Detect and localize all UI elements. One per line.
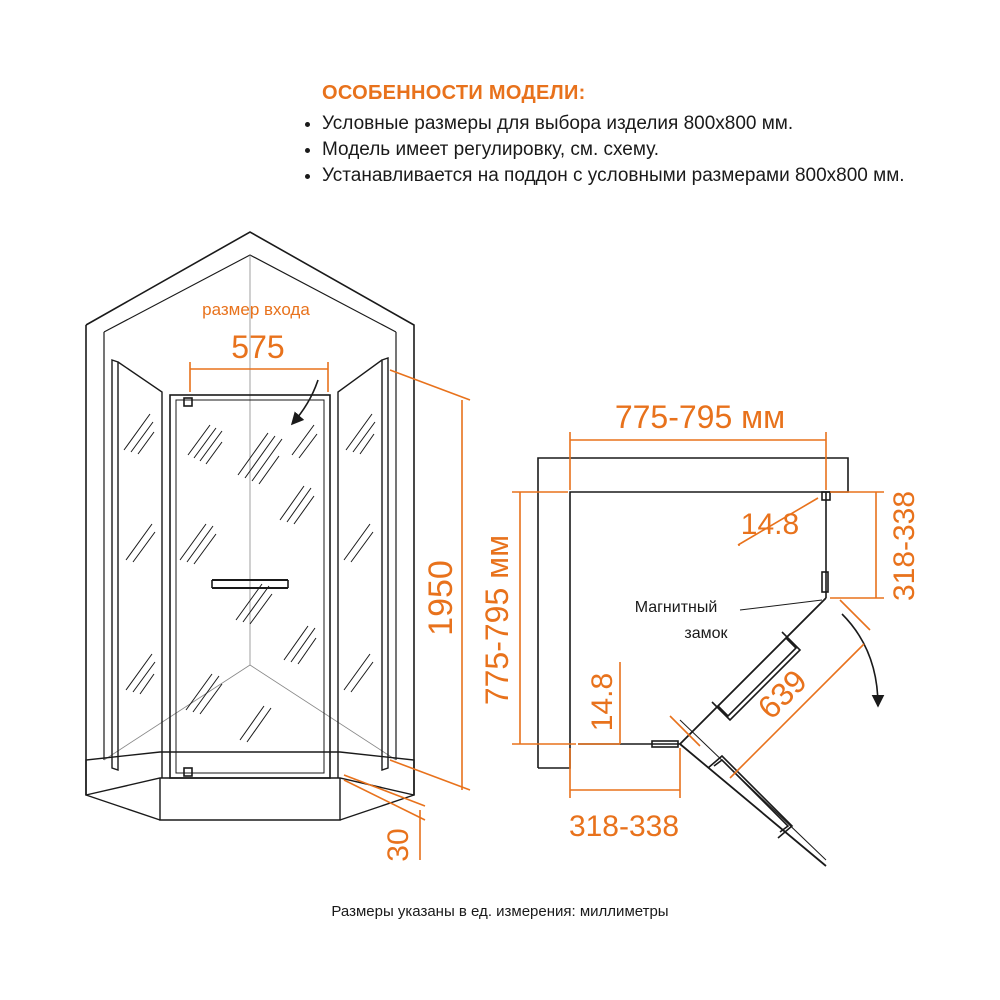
tray-height-value: 30	[382, 828, 415, 862]
plan-view	[538, 458, 848, 866]
gap-top-value: 14.8	[740, 508, 800, 541]
plan-top-width: 775-795 мм	[614, 399, 786, 435]
lock-leader-line	[740, 600, 822, 610]
plan-side-width: 775-795 мм	[479, 534, 515, 706]
bottom-offset-value: 318-338	[568, 810, 680, 843]
entrance-width-value: 575	[231, 329, 285, 365]
feature-item: • Условные размеры для выбора изделия 800х800 мм.	[322, 111, 930, 137]
entrance-label: размер входа	[202, 300, 310, 319]
right-offset-value: 318-338	[888, 490, 921, 602]
lock-label-line2: замок	[684, 625, 728, 642]
features-title: ОСОБЕННОСТИ МОДЕЛИ:	[322, 82, 586, 104]
gap-left-value: 14.8	[586, 672, 619, 732]
door-width-value: 639	[750, 662, 814, 726]
lock-label-line1: Магнитный	[634, 599, 718, 616]
footer-note: Размеры указаны в ед. измерения: миллиметры	[331, 903, 669, 920]
feature-item: • Модель имеет регулировку, см. схему.	[322, 137, 930, 163]
front-view	[86, 232, 414, 820]
feature-item: • Устанавливается на поддон с условными размерами 800х800 мм.	[322, 163, 930, 189]
door-swing-arrow	[292, 380, 318, 424]
height-value: 1950	[422, 560, 460, 636]
